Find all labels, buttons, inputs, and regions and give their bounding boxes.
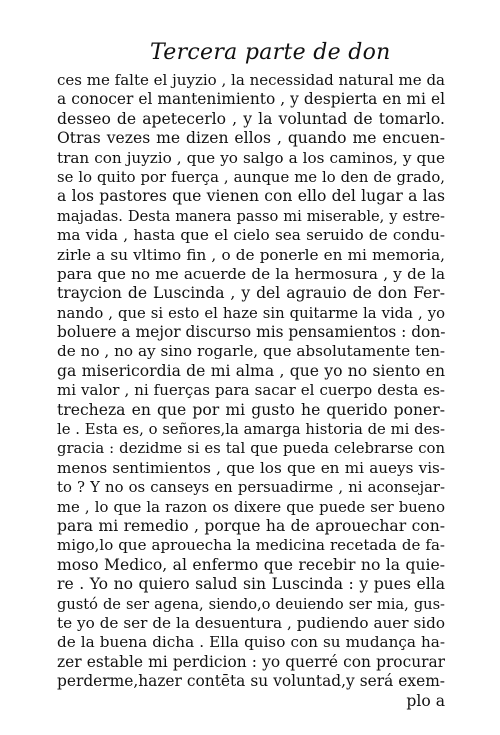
text-line: ga misericordia de mi alma , que yo no siento en [57, 361, 445, 380]
text-line: gustó de ser agena, siendo,o deuiendo ser mia, gus- [57, 595, 445, 613]
running-head: Tercera parte de don [150, 40, 391, 65]
text-line: migo,lo que aprouecha la medicina recetada de fa- [57, 536, 445, 555]
text-line: te yo de ser de la desuentura , pudiendo auer sido [57, 613, 445, 632]
text-line: trecheza en que por mi gusto he querido poner- [57, 400, 445, 419]
text-line: ces me falte el juyzio , la necessidad natural me da [57, 71, 445, 89]
text-line: tran con juyzio , que yo salgo a los caminos, y que [57, 148, 445, 167]
catchword: plo a [406, 691, 445, 710]
text-line: nando , que si esto el haze sin quitarme la vida , yo [57, 304, 445, 322]
text-line: re . Yo no quiero salud sin Luscinda : y pues ella [57, 575, 445, 594]
text-line: a conocer el mantenimiento , y despierta en mi el [57, 90, 445, 109]
text-line: to ? Y no os canseys en persuadirme , ni aconsejar- [57, 479, 445, 497]
text-line: de la buena dicha . Ella quiso con su mudança ha- [57, 633, 445, 652]
body-text [57, 71, 445, 711]
text-line: me , lo que la razon os dixere que puede ser bueno [57, 498, 445, 516]
text-line: zirle a su vltimo fin , o de ponerle en mi memoria, [57, 245, 445, 264]
text-line: a los pastores que vienen con ello del lugar a las [57, 187, 445, 206]
text-line: ma vida , hasta que el cielo sea seruido de condu- [57, 226, 445, 245]
text-line: Otras vezes me dizen ellos , quando me encuen- [57, 129, 445, 148]
text-line: majadas. Desta manera passo mi miserable, y estre- [57, 207, 445, 225]
text-line: mi valor , ni fuerças para sacar el cuerpo desta es- [57, 381, 445, 400]
text-line: menos sentimientos , que los que en mi aueys vis- [57, 458, 445, 477]
text-line: perderme,hazer contēta su voluntad,y será exem- [57, 672, 445, 691]
text-line: de no , no ay sino rogarle, que absolutamente ten- [57, 342, 445, 361]
text-line: para mi remedio , porque ha de aprouechar con- [57, 516, 445, 535]
text-line: gracia : dezidme si es tal que pueda celebrarse con [57, 440, 445, 458]
text-line: se lo quito por fuerça , aunque me lo den de grado, [57, 168, 445, 186]
text-line: boluere a mejor discurso mis pensamientos : don- [57, 323, 445, 342]
text-line: zer estable mi perdicion : yo querré con procurar [57, 652, 445, 671]
text-line: traycion de Luscinda , y del agrauio de don Fer- [57, 284, 445, 303]
text-line: le . Esta es, o señores,la amarga historia de mi des- [57, 421, 445, 439]
text-line: para que no me acuerde de la hermosura , y de la [57, 264, 445, 283]
text-line: moso Medico, al enfermo que recebir no la quie- [57, 555, 445, 574]
text-line: desseo de apetecerlo , y la voluntad de tomarlo. [57, 109, 445, 128]
